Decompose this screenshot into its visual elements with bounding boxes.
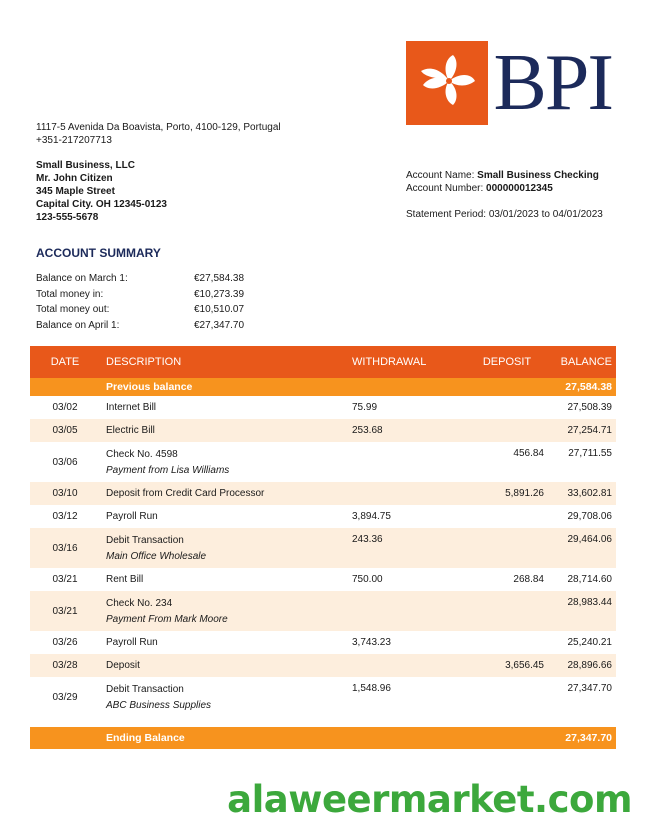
row-balance: 28,714.60 bbox=[567, 574, 612, 585]
table-row bbox=[30, 677, 616, 717]
ending-balance-row bbox=[30, 727, 616, 749]
row-deposit bbox=[464, 528, 544, 534]
table-row bbox=[30, 568, 616, 591]
row-description bbox=[100, 449, 346, 476]
customer-company: Small Business, LLC bbox=[36, 160, 135, 171]
table-header bbox=[30, 346, 616, 378]
account-info bbox=[406, 169, 599, 195]
summary-label: Balance on March 1: bbox=[36, 273, 128, 285]
summary-label: Total money in: bbox=[36, 288, 104, 300]
customer-contact: Mr. John Citizen bbox=[36, 173, 113, 184]
bank-phone: +351-217207713 bbox=[36, 135, 112, 146]
summary-row bbox=[36, 271, 244, 287]
summary-label: Balance on April 1: bbox=[36, 319, 120, 331]
table-row bbox=[30, 591, 616, 631]
row-balance: 25,240.21 bbox=[567, 637, 612, 648]
row-withdrawal: 243.36 bbox=[352, 534, 383, 545]
row-withdrawal bbox=[346, 591, 464, 597]
table-row bbox=[30, 631, 616, 654]
watermark-text: alaweermarket.com bbox=[227, 778, 632, 821]
customer-city: Capital City. OH 12345-0123 bbox=[36, 199, 167, 210]
table-row bbox=[30, 442, 616, 482]
row-balance: 27,254.71 bbox=[567, 425, 612, 436]
row-date: 03/10 bbox=[52, 488, 78, 499]
row-description bbox=[100, 637, 346, 648]
row-withdrawal: 253.68 bbox=[352, 425, 383, 436]
row-description bbox=[100, 574, 346, 585]
row-balance: 33,602.81 bbox=[567, 488, 612, 499]
row-description-main: Deposit from Credit Card Processor bbox=[106, 488, 265, 499]
bpi-logo bbox=[406, 41, 612, 125]
row-description-sub: ABC Business Supplies bbox=[106, 699, 212, 711]
header-deposit: DEPOSIT bbox=[482, 356, 532, 368]
row-deposit bbox=[464, 677, 544, 683]
row-withdrawal: 3,743.23 bbox=[352, 637, 391, 648]
header-balance: BALANCE bbox=[560, 356, 612, 368]
row-description bbox=[100, 425, 346, 436]
summary-label: Total money out: bbox=[36, 304, 110, 316]
row-withdrawal: 75.99 bbox=[352, 402, 378, 413]
row-description-main: Check No. 4598 bbox=[106, 448, 178, 460]
row-balance: 27,711.55 bbox=[568, 448, 612, 459]
row-description-sub: Main Office Wholesale bbox=[106, 550, 207, 562]
row-deposit: 5,891.26 bbox=[505, 488, 544, 499]
row-date: 03/28 bbox=[52, 660, 78, 671]
row-description-main: Electric Bill bbox=[106, 425, 155, 436]
ending-balance-label: Ending Balance bbox=[106, 732, 185, 744]
row-date: 03/16 bbox=[52, 542, 78, 554]
bank-address-line: 1117-5 Avenida Da Boavista, Porto, 4100-129, Portugal bbox=[36, 122, 281, 133]
summary-row bbox=[36, 318, 244, 334]
previous-balance-label: Previous balance bbox=[106, 381, 193, 393]
row-description-main: Payroll Run bbox=[106, 637, 158, 648]
account-name-label: Account Name: bbox=[406, 170, 475, 181]
row-description-sub: Payment from Lisa Williams bbox=[106, 464, 230, 476]
table-row bbox=[30, 419, 616, 442]
row-description bbox=[100, 488, 346, 499]
customer-phone: 123-555-5678 bbox=[36, 212, 99, 223]
account-name-value: Small Business Checking bbox=[477, 170, 599, 181]
row-date: 03/21 bbox=[52, 605, 78, 617]
summary-value: €10,273.39 bbox=[194, 288, 245, 300]
summary-row bbox=[36, 302, 244, 318]
summary-title: ACCOUNT SUMMARY bbox=[36, 246, 161, 260]
customer-street: 345 Maple Street bbox=[36, 186, 115, 197]
row-description bbox=[100, 535, 346, 562]
row-description-main: Rent Bill bbox=[106, 574, 144, 585]
row-description bbox=[100, 660, 346, 671]
row-date: 03/05 bbox=[52, 425, 78, 436]
ending-balance-value: 27,347.70 bbox=[565, 732, 612, 744]
account-summary bbox=[36, 271, 244, 333]
bank-address bbox=[36, 121, 281, 147]
statement-period: Statement Period: 03/01/2023 to 04/01/2023 bbox=[406, 209, 603, 220]
header-description: DESCRIPTION bbox=[106, 356, 182, 368]
summary-value: €10,510.07 bbox=[194, 304, 245, 316]
summary-row bbox=[36, 287, 244, 303]
transactions-table bbox=[30, 346, 616, 749]
row-balance: 28,896.66 bbox=[567, 660, 612, 671]
row-deposit: 3,656.45 bbox=[505, 660, 544, 671]
table-row bbox=[30, 396, 616, 419]
row-deposit: 268.84 bbox=[513, 574, 544, 585]
row-description bbox=[100, 511, 346, 522]
customer-address bbox=[36, 159, 167, 224]
summary-value: €27,347.70 bbox=[194, 319, 245, 331]
row-date: 03/21 bbox=[52, 574, 78, 585]
table-row bbox=[30, 482, 616, 505]
row-date: 03/12 bbox=[52, 511, 78, 522]
row-withdrawal: 750.00 bbox=[352, 574, 383, 585]
row-date: 03/26 bbox=[52, 637, 78, 648]
summary-value: €27,584.38 bbox=[194, 273, 245, 285]
row-description-main: Debit Transaction bbox=[106, 534, 184, 546]
brand-name: BPI bbox=[493, 39, 612, 127]
row-description-main: Payroll Run bbox=[106, 511, 158, 522]
row-description-main: Internet Bill bbox=[106, 402, 157, 413]
row-description-main: Debit Transaction bbox=[106, 683, 184, 695]
header-date: DATE bbox=[50, 356, 80, 368]
row-withdrawal bbox=[346, 442, 464, 448]
row-description-main: Deposit bbox=[106, 660, 140, 671]
row-withdrawal: 1,548.96 bbox=[352, 683, 391, 694]
row-date: 03/02 bbox=[52, 402, 78, 413]
header-withdrawal: WITHDRAWAL bbox=[352, 356, 427, 368]
account-number-value: 000000012345 bbox=[486, 183, 553, 194]
row-balance: 29,708.06 bbox=[567, 511, 612, 522]
row-description bbox=[100, 598, 346, 625]
row-balance: 28,983.44 bbox=[567, 597, 612, 608]
row-withdrawal: 3,894.75 bbox=[352, 511, 391, 522]
row-date: 03/29 bbox=[52, 691, 78, 703]
row-description-main: Check No. 234 bbox=[106, 597, 173, 609]
table-row bbox=[30, 528, 616, 568]
previous-balance-row bbox=[30, 378, 616, 396]
flower-icon bbox=[406, 41, 488, 125]
row-date: 03/06 bbox=[52, 456, 78, 468]
table-row bbox=[30, 505, 616, 528]
row-deposit: 456.84 bbox=[513, 448, 544, 459]
account-number-label: Account Number: bbox=[406, 183, 484, 194]
table-body bbox=[30, 396, 616, 717]
row-balance: 27,347.70 bbox=[567, 683, 612, 694]
previous-balance-value: 27,584.38 bbox=[565, 381, 612, 393]
row-description-sub: Payment From Mark Moore bbox=[106, 613, 228, 625]
row-balance: 27,508.39 bbox=[567, 402, 612, 413]
row-balance: 29,464.06 bbox=[567, 534, 612, 545]
row-description bbox=[100, 402, 346, 413]
row-deposit bbox=[464, 591, 544, 597]
row-description bbox=[100, 684, 346, 711]
table-row bbox=[30, 654, 616, 677]
